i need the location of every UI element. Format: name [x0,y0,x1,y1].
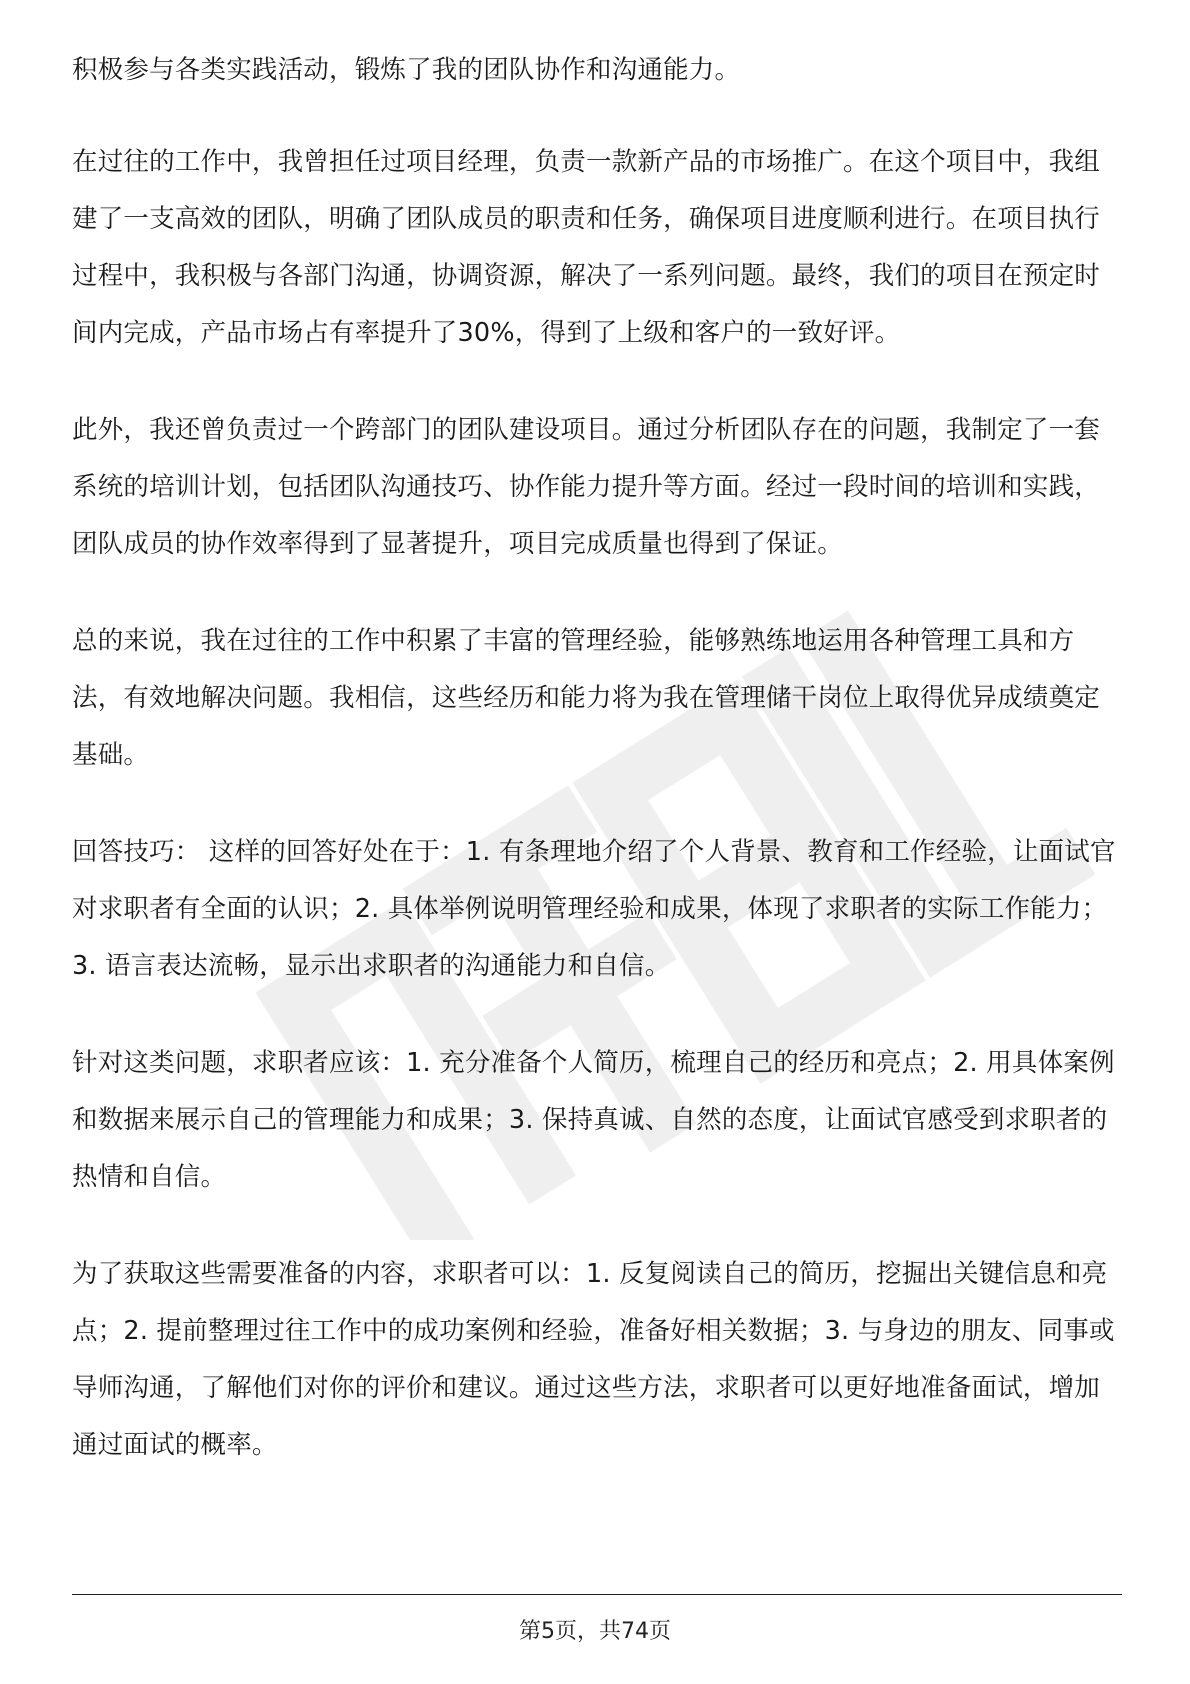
paragraph-summary: 总的来说，我在过往的工作中积累了丰富的管理经验，能够熟练地运用各种管理工具和方法，有效地解决问题。我相信，这些经历和能力将为我在管理储干岗位上取得优异成绩奠定基础。 [72,626,1101,770]
paragraph-project-manager: 在过往的工作中，我曾担任过项目经理，负责一款新产品的市场推广。在这个项目中，我组建了一支高效的团队，明确了团队成员的职责和任务，确保项目进度顺利进行。在项目执行过程中，我积极与各部门沟通，协调资源，解决了一系列问题。最终，我们的项目在预定时间内完成，产品市场占有率提升了30%，得到了上级和客户的一致好评。 [72,147,1101,348]
paragraph-team-building: 此外，我还曾负责过一个跨部门的团队建设项目。通过分析团队存在的问题，我制定了一套系统的培训计划，包括团队沟通技巧、协作能力提升等方面。经过一段时间的培训和实践，团队成员的协作效率得到了显著提升，项目完成质量也得到了保证。 [72,415,1101,559]
paragraph-practice-activities: 积极参与各类实践活动，锻炼了我的团队协作和沟通能力。 [72,55,741,85]
footer-divider [72,1594,1122,1595]
paragraph-candidate-advice: 针对这类问题，求职者应该：1. 充分准备个人简历，梳理自己的经历和亮点；2. 用具体案例和数据来展示自己的管理能力和成果；3. 保持真诚、自然的态度，让面试官感受到求职者的热情和自信。 [72,1048,1115,1192]
page-number: 第5页，共74页 [519,1619,671,1644]
document-body [72,42,1122,1514]
paragraph-preparation-methods: 为了获取这些需要准备的内容，求职者可以：1. 反复阅读自己的简历，挖掘出关键信息和亮点；2. 提前整理过往工作中的成功案例和经验，准备好相关数据；3. 与身边的朋友、同事或导师沟通，了解他们对你的评价和建议。通过这些方法，求职者可以更好地准备面试，增加通过面试的概率。 [72,1259,1115,1460]
paragraph-answer-tips: 回答技巧： 这样的回答好处在于：1. 有条理地介绍了个人背景、教育和工作经验，让面试官对求职者有全面的认识；2. 具体举例说明管理经验和成果，体现了求职者的实际工作能力；3. 语言表达流畅，显示出求职者的沟通能力和自信。 [72,837,1116,981]
